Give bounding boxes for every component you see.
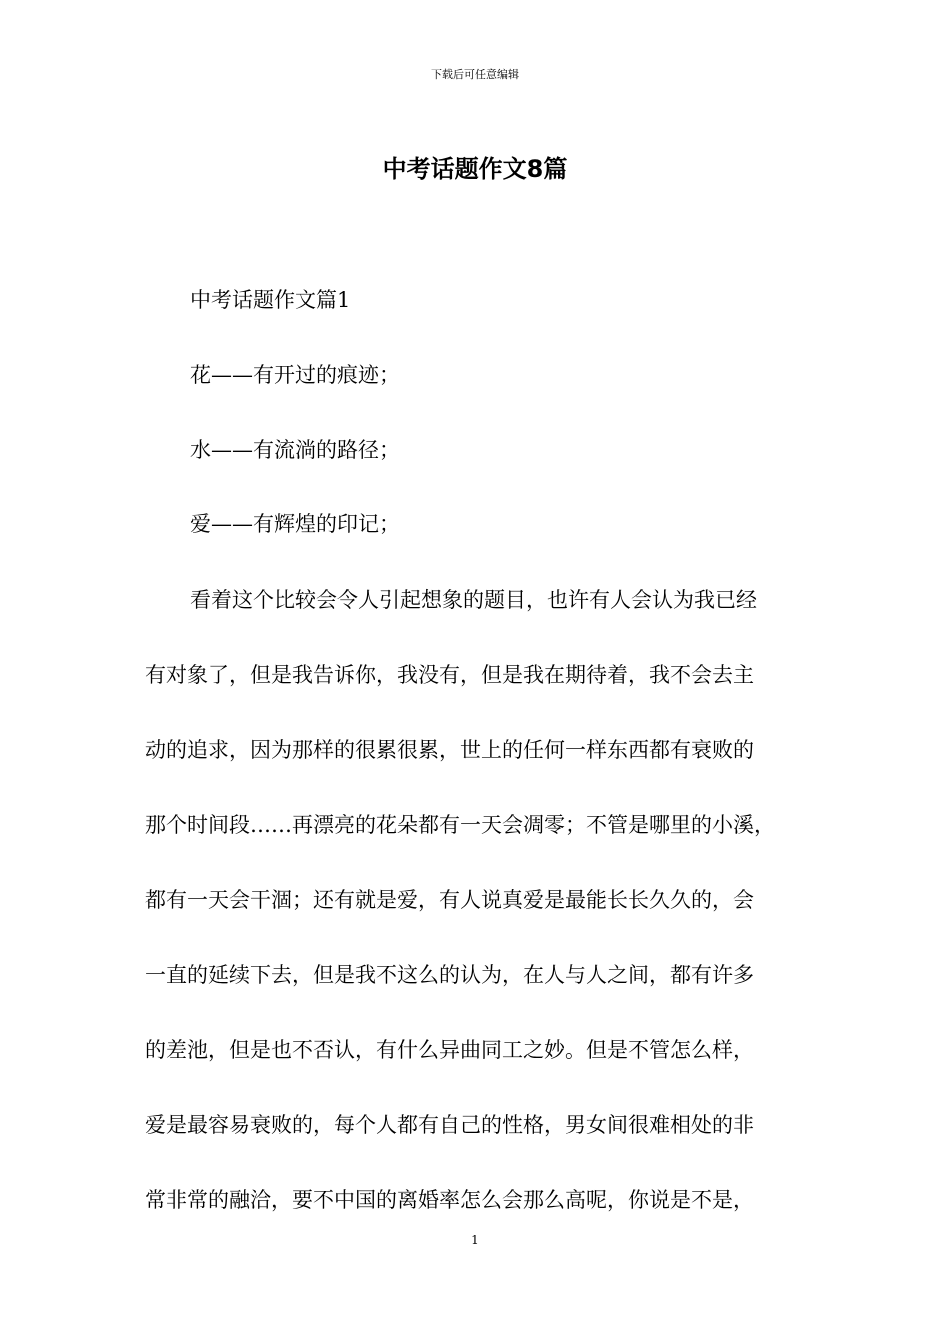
verse-line: 水——有流淌的路径； — [190, 438, 400, 462]
paragraph-line: 常非常的融洽，要不中国的离婚率怎么会那么高呢，你说是不是， — [145, 1188, 754, 1212]
paragraph-line: 都有一天会干涸；还有就是爱，有人说真爱是最能长长久久的，会 — [145, 888, 754, 912]
paragraph-line: 动的追求，因为那样的很累很累，世上的任何一样东西都有衰败的 — [145, 738, 754, 762]
page-number: 1 — [471, 1233, 479, 1247]
document-title: 中考话题作文8篇 — [382, 155, 568, 183]
paragraph-line: 有对象了，但是我告诉你，我没有，但是我在期待着，我不会去主 — [145, 663, 754, 687]
paragraph-line: 看着这个比较会令人引起想象的题目，也许有人会认为我已经 — [190, 588, 757, 612]
verse-line: 花——有开过的痕迹； — [190, 363, 400, 387]
body-paragraph — [145, 577, 810, 1252]
paragraph-line: 的差池，但是也不否认，有什么异曲同工之妙。但是不管怎么样， — [145, 1038, 754, 1062]
header-note: 下载后可任意编辑 — [431, 68, 519, 81]
paragraph-line: 那个时间段……再漂亮的花朵都有一天会凋零；不管是哪里的小溪， — [145, 813, 775, 837]
verse-line: 爱——有辉煌的印记； — [190, 512, 400, 536]
section-heading: 中考话题作文篇1 — [190, 288, 351, 312]
paragraph-line: 一直的延续下去，但是我不这么的认为，在人与人之间，都有许多 — [145, 963, 754, 987]
paragraph-line: 爱是最容易衰败的，每个人都有自己的性格，男女间很难相处的非 — [145, 1113, 754, 1137]
